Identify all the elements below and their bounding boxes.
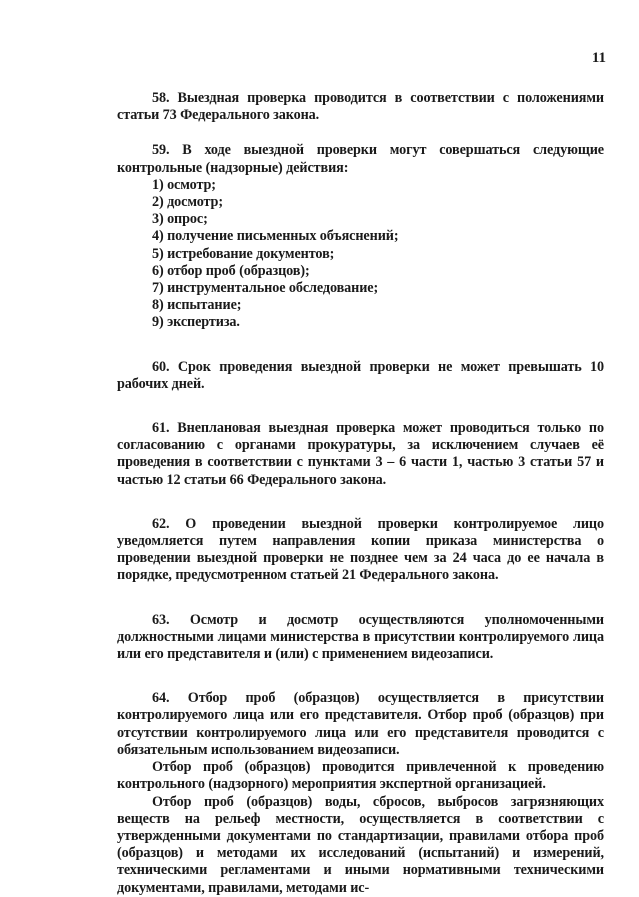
list-item: 8) испытание; [152, 297, 242, 314]
paragraph-59-intro: 59. В ходе выездной проверки могут совершаться следующие контрольные (надзорные) действия: [117, 142, 604, 176]
paragraph-64-b: Отбор проб (образцов) проводится привлеченной к проведению контрольного (надзорного) мероприятия экспертной организацией. [117, 759, 604, 793]
paragraph-58: 58. Выездная проверка проводится в соответствии с положениями статьи 73 Федерального закона. [117, 90, 604, 124]
paragraph-61: 61. Внеплановая выездная проверка может проводиться только по согласованию с органами прокуратуры, за исключением случаев её проведения в соответствии с пунктами 3 – 6 части 1, частью 3 статьи 57 и частью 12 статьи 66 Федерального закона. [117, 420, 604, 488]
paragraph-59-list [117, 177, 604, 332]
list-item: 7) инструментальное обследование; [152, 280, 379, 297]
document-body [117, 90, 604, 897]
list-item: 6) отбор проб (образцов); [152, 262, 310, 279]
list-item: 5) истребование документов; [152, 245, 335, 262]
list-item: 9) экспертиза. [152, 314, 240, 331]
paragraph-62: 62. О проведении выездной проверки контролируемое лицо уведомляется путем направления копии приказа министерства о проведении выездной проверки не позднее чем за 24 часа до ее начала в порядке, предусмотренном статьей 21 Федерального закона. [117, 515, 604, 584]
paragraph-60: 60. Срок проведения выездной проверки не может превышать 10 рабочих дней. [117, 358, 604, 392]
list-item: 1) осмотр; [152, 176, 216, 193]
paragraph-64: 64. Отбор проб (образцов) осуществляется в присутствии контролируемого лица или его представителя. Отбор проб (образцов) при отсутствии контролируемого лица или его представителя проводится с обязательным использованием видеозаписи. [117, 690, 604, 758]
paragraph-63: 63. Осмотр и досмотр осуществляются уполномоченными должностными лицами министерства в присутствии контролируемого лица или его представителя и (или) с применением видеозаписи. [117, 611, 604, 663]
page-number: 11 [591, 50, 606, 66]
list-item: 3) опрос; [152, 211, 208, 228]
list-item: 2) досмотр; [152, 194, 223, 211]
list-item: 4) получение письменных объяснений; [152, 228, 399, 245]
paragraph-64-c: Отбор проб (образцов) воды, сбросов, выбросов загрязняющих веществ на рельеф местности, осуществляется в соответствии с утвержденными документами по стандартизации, правилами отбора проб (образцов) и методами их исследований (испытаний) и измерений, техническими регламентами и иными нормативными техническими документами, правилами, методами ис- [117, 793, 604, 896]
